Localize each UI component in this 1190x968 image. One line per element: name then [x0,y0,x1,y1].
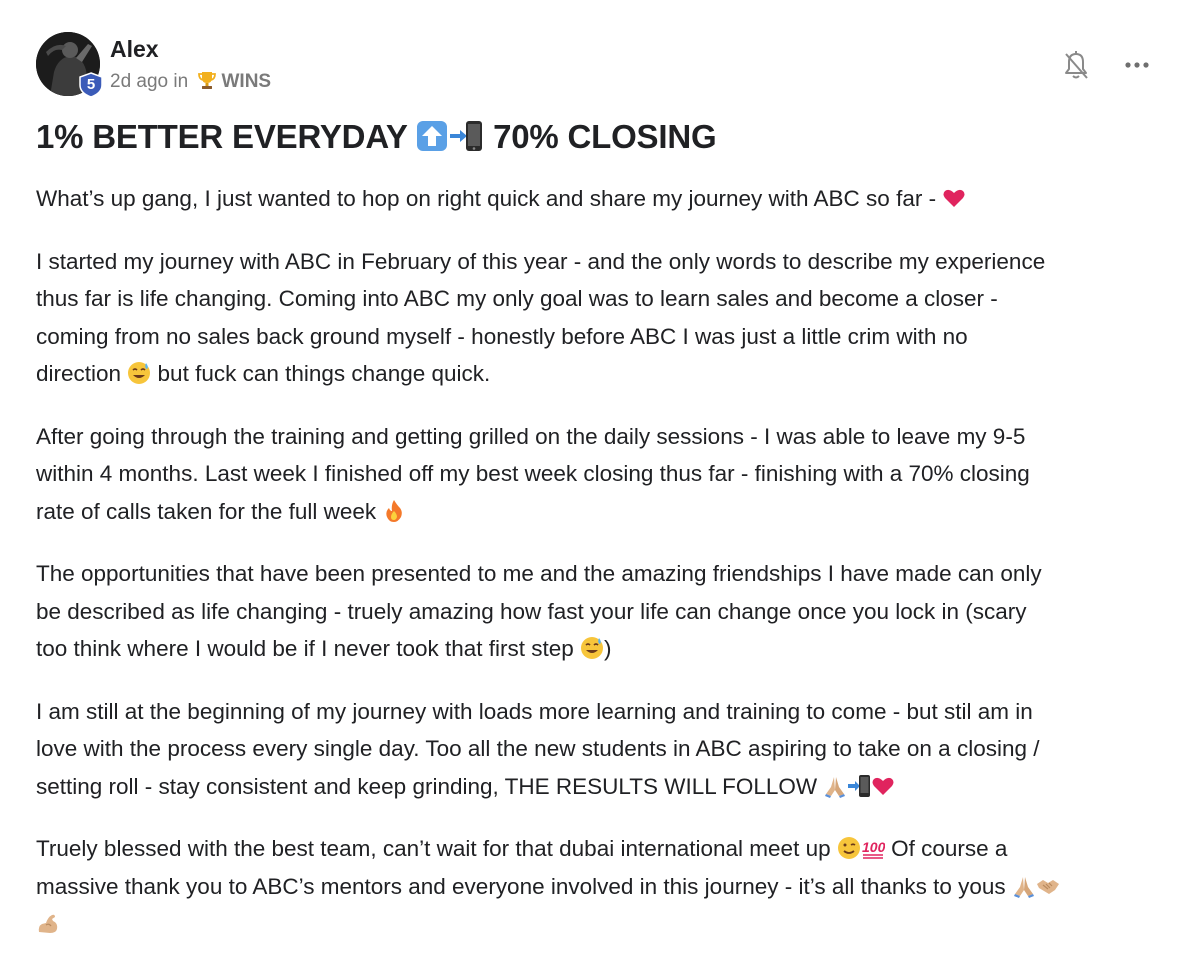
level-number: 5 [86,76,96,93]
svg-text:100: 100 [861,839,885,855]
flexed-biceps-emoji-icon [36,909,60,933]
paragraph-4 [36,555,1156,668]
red-heart-emoji-icon [871,772,895,796]
folded-hands-emoji-icon [1012,872,1036,896]
post-title-part2: 70% CLOSING [493,118,717,155]
paragraph-2 [36,243,1156,393]
avatar[interactable] [36,32,100,96]
paragraph-text: ) [604,636,612,661]
paragraph-text: thus far is life changing. Coming into ABC my only goal was to learn sales and become a closer - [36,286,998,311]
post-time: 2d ago [110,71,169,92]
paragraph-text: too think where I would be if I never took that first step [36,636,581,661]
more-horizontal-icon[interactable] [1122,52,1152,78]
paragraph-text: setting roll - stay consistent and keep grinding, THE RESULTS WILL FOLLOW [36,773,824,799]
paragraph-1 [36,180,1156,218]
folded-hands-emoji-icon [823,772,847,796]
paragraph-text: coming from no sales back ground myself - honestly before ABC I was just a little crim with no [36,323,968,349]
handshake-emoji-icon [1036,872,1060,896]
paragraph-text: but fuck can things change quick. [151,361,491,386]
winking-face-emoji-icon [837,834,861,858]
paragraph-text: be described as life changing - truely amazing how fast your life can change once you lock in (scary [36,598,1027,624]
paragraph-text: The opportunities that have been presented to me and the amazing friendships I have made can only [36,561,1042,586]
paragraph-5 [36,693,1156,806]
paragraph-text: within 4 months. Last week I finished off my best week closing thus far - finishing with a 70% closing [36,461,1030,486]
paragraph-text: I started my journey with ABC in February of this year - and the only words to describe my experience [36,248,1046,274]
grinning-sweat-emoji-icon [580,634,604,658]
in-label: in [173,71,189,92]
category-link[interactable]: WINS [221,71,272,92]
hundred-points-emoji-icon [861,834,885,858]
paragraph-text: Truely blessed with the best team, can’t wait for that dubai international meet up [36,836,837,861]
grinning-sweat-emoji-icon [127,359,151,383]
paragraph-text: After going through the training and getting grilled on the daily sessions - I was able to leave my 9-5 [36,423,1026,449]
mobile-phone-arrow-emoji-icon [448,120,484,160]
paragraph-text: massive thank you to ABC’s mentors and everyone involved in this journey - it’s all thanks to yous [36,873,1012,899]
paragraph-3 [36,418,1156,531]
red-heart-emoji-icon [942,184,966,208]
post-body [36,180,1156,968]
trophy-icon [197,70,217,90]
paragraph-6 [36,830,1156,943]
paragraph-text: love with the process every single day. Too all the new students in ABC aspiring to take on a closing / [36,736,1040,761]
paragraph-text: I am still at the beginning of my journey with loads more learning and training to come - but stil am in [36,698,1033,724]
paragraph-text: direction [36,361,128,386]
up-arrow-emoji-icon [416,120,448,160]
post-title [36,118,716,160]
paragraph-text: What’s up gang, I just wanted to hop on right quick and share my journey with ABC so far - [36,186,943,211]
mobile-phone-arrow-emoji-icon [847,772,871,796]
author-name[interactable]: Alex [110,36,159,62]
fire-emoji-icon [382,497,406,521]
post-header [36,30,1156,100]
paragraph-text: rate of calls taken for the full week [36,498,383,524]
paragraph-text: Of course a [884,836,1008,861]
level-badge [78,72,104,98]
post-meta [110,70,271,93]
bell-off-icon[interactable] [1062,50,1090,82]
post-title-part1: 1% BETTER EVERYDAY [36,118,408,155]
